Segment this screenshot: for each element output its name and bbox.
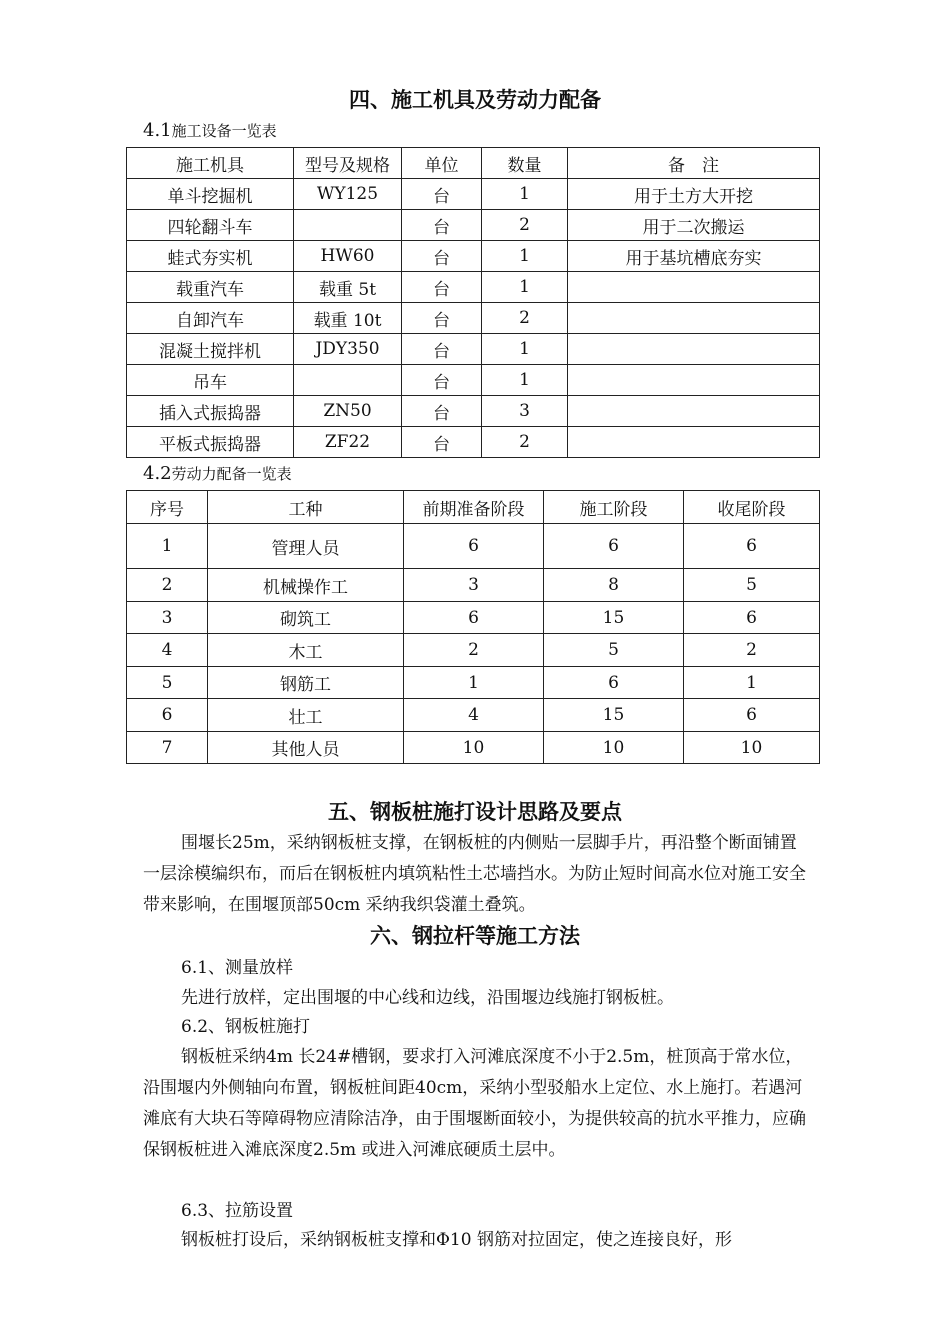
table-row	[127, 210, 820, 241]
table-cell: 6	[684, 524, 820, 569]
header-cell: 序号	[127, 491, 208, 524]
header-cell: 单位	[402, 148, 482, 179]
table-cell	[568, 334, 820, 365]
table-cell: 载重 5t	[294, 272, 402, 303]
table-cell: 5	[544, 634, 684, 667]
table-cell: 2	[482, 303, 568, 334]
subsection-6-2-body: 钢板桩采纳4m 长24#槽钢，要求打入河滩底深度不小于2.5m，桩顶高于常水位，沿围堰内外侧轴向布置，钢板桩间距40cm，采纳小型驳船水上定位、水上施打。若遇河滩底有大块石等障碍物应清除洁净，由于围堰断面较小，为提供较高的抗水平推力，应确保钢板桩进入滩底深度2.5m 或进入河滩底硬质土层中。	[143, 1047, 806, 1160]
table-cell: 吊车	[127, 365, 294, 396]
table-cell: 用于二次搬运	[568, 210, 820, 241]
section5-paragraph-text: 围堰长25m，采纳钢板桩支撑，在钢板桩的内侧贴一层脚手片，再沿整个断面铺置一层涂模编织布，而后在钢板桩内填筑粘性土芯墙挡水。为防止短时间高水位对施工安全带来影响，在围堰顶部50cm 采纳我织袋灌土叠筑。	[143, 833, 806, 915]
table-row	[127, 524, 820, 569]
table-cell: 2	[482, 210, 568, 241]
subsection-6-3-body: 钢板桩打设后，采纳钢板桩支撑和Φ10 钢筋对拉固定，使之连接良好，形	[181, 1230, 732, 1250]
table-cell: 其他人员	[208, 732, 404, 764]
header-cell: 型号及规格	[294, 148, 402, 179]
table-cell	[568, 303, 820, 334]
table-cell	[568, 427, 820, 458]
table-cell: HW60	[294, 241, 402, 272]
table-cell: 平板式振捣器	[127, 427, 294, 458]
table-cell: 台	[402, 272, 482, 303]
table-cell: 2	[684, 634, 820, 667]
table-row	[127, 667, 820, 699]
table-cell	[568, 272, 820, 303]
table-row	[127, 602, 820, 634]
table-cell: ZF22	[294, 427, 402, 458]
table-cell: 木工	[208, 634, 404, 667]
table-cell: 15	[544, 699, 684, 732]
table-cell: 台	[402, 396, 482, 427]
subsection-6-3-title: 6.3、拉筋设置	[181, 1201, 294, 1221]
table-cell: 5	[127, 667, 208, 699]
section5-paragraph	[143, 828, 813, 921]
subsection-6-1-text	[143, 983, 813, 1014]
labor-caption	[143, 464, 292, 484]
table-cell: 6	[404, 602, 544, 634]
table-cell: 2	[127, 569, 208, 602]
table-cell: 台	[402, 210, 482, 241]
table-cell: JDY350	[294, 334, 402, 365]
table-cell: 6	[544, 524, 684, 569]
table-cell: 3	[127, 602, 208, 634]
table-cell: 载重 10t	[294, 303, 402, 334]
table-cell: 1	[482, 272, 568, 303]
header-cell: 前期准备阶段	[404, 491, 544, 524]
table-cell: 砌筑工	[208, 602, 404, 634]
subsection-6-1-body: 先进行放样，定出围堰的中心线和边线，沿围堰边线施打钢板桩。	[181, 988, 674, 1008]
table-cell: 机械操作工	[208, 569, 404, 602]
table-cell	[294, 210, 402, 241]
table-cell: ZN50	[294, 396, 402, 427]
table-row	[127, 303, 820, 334]
table-cell: 7	[127, 732, 208, 764]
table-cell: 4	[127, 634, 208, 667]
table-row	[127, 272, 820, 303]
table-cell: WY125	[294, 179, 402, 210]
table-cell: 单斗挖掘机	[127, 179, 294, 210]
table-cell: 用于基坑槽底夯实	[568, 241, 820, 272]
subsection-6-1-title: 6.1、测量放样	[181, 958, 294, 978]
table-cell: 台	[402, 334, 482, 365]
table-cell: 插入式振捣器	[127, 396, 294, 427]
table-cell: 1	[482, 365, 568, 396]
table-cell: 1	[127, 524, 208, 569]
table-cell: 台	[402, 427, 482, 458]
table-cell: 1	[482, 179, 568, 210]
table-cell: 4	[404, 699, 544, 732]
labor-caption-number: 4.2	[143, 463, 172, 484]
table-cell: 8	[544, 569, 684, 602]
labor-table	[126, 490, 820, 764]
labor-caption-text: 劳动力配备一览表	[171, 465, 292, 483]
table-cell: 钢筋工	[208, 667, 404, 699]
table-cell: 10	[544, 732, 684, 764]
section4-title: 四、施工机具及劳动力配备	[349, 88, 601, 112]
table-row	[127, 732, 820, 764]
table-cell: 3	[482, 396, 568, 427]
table-cell: 台	[402, 179, 482, 210]
table-cell: 壮工	[208, 699, 404, 732]
table-cell: 管理人员	[208, 524, 404, 569]
table-header-row	[127, 148, 820, 179]
table-row	[127, 365, 820, 396]
subsection-6-3-text	[143, 1225, 813, 1256]
table-cell: 6	[127, 699, 208, 732]
table-cell: 台	[402, 365, 482, 396]
table-cell: 2	[482, 427, 568, 458]
header-cell: 工种	[208, 491, 404, 524]
table-cell: 5	[684, 569, 820, 602]
table-cell: 混凝土搅拌机	[127, 334, 294, 365]
table-cell: 自卸汽车	[127, 303, 294, 334]
table-cell: 6	[404, 524, 544, 569]
equipment-table	[126, 147, 820, 458]
table-cell: 蛙式夯实机	[127, 241, 294, 272]
equipment-caption-text: 施工设备一览表	[171, 122, 277, 140]
equipment-caption	[143, 121, 277, 141]
table-cell	[568, 396, 820, 427]
table-row	[127, 396, 820, 427]
table-cell: 台	[402, 303, 482, 334]
table-cell: 四轮翻斗车	[127, 210, 294, 241]
section6-title: 六、钢拉杆等施工方法	[370, 924, 580, 948]
table-cell: 6	[544, 667, 684, 699]
table-cell: 1	[482, 334, 568, 365]
table-cell: 载重汽车	[127, 272, 294, 303]
table-row	[127, 241, 820, 272]
table-row	[127, 699, 820, 732]
table-row	[127, 569, 820, 602]
table-cell: 15	[544, 602, 684, 634]
table-header-row	[127, 491, 820, 524]
header-cell: 备 注	[568, 148, 820, 179]
table-cell: 10	[404, 732, 544, 764]
header-cell: 施工阶段	[544, 491, 684, 524]
equipment-caption-number: 4.1	[143, 120, 172, 141]
table-cell: 1	[404, 667, 544, 699]
table-cell: 1	[482, 241, 568, 272]
table-cell: 3	[404, 569, 544, 602]
table-cell	[294, 365, 402, 396]
table-cell: 2	[404, 634, 544, 667]
table-cell: 用于土方大开挖	[568, 179, 820, 210]
table-row	[127, 334, 820, 365]
table-cell	[568, 365, 820, 396]
header-cell: 数量	[482, 148, 568, 179]
table-row	[127, 427, 820, 458]
table-cell: 6	[684, 602, 820, 634]
table-cell: 1	[684, 667, 820, 699]
header-cell: 施工机具	[127, 148, 294, 179]
subsection-6-2-text	[143, 1042, 813, 1166]
table-cell: 6	[684, 699, 820, 732]
table-row	[127, 179, 820, 210]
section5-title: 五、钢板桩施打设计思路及要点	[328, 800, 622, 824]
header-cell: 收尾阶段	[684, 491, 820, 524]
table-cell: 10	[684, 732, 820, 764]
table-row	[127, 634, 820, 667]
subsection-6-2-title: 6.2、钢板桩施打	[181, 1017, 311, 1037]
table-cell: 台	[402, 241, 482, 272]
